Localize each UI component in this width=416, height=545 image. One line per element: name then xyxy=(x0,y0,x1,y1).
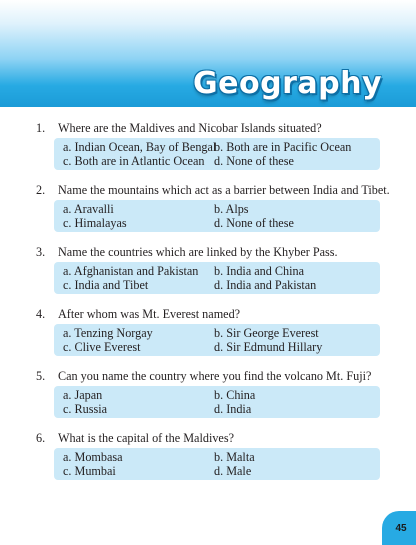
option-d[interactable]: d. Sir Edmund Hillary xyxy=(214,340,323,354)
question-text xyxy=(36,307,240,322)
option-b[interactable]: b. Alps xyxy=(214,202,249,216)
question-prompt: Name the countries which are linked by the Khyber Pass. xyxy=(58,245,338,259)
option-a[interactable]: a. Mombasa xyxy=(63,450,123,464)
question-text xyxy=(36,431,234,446)
options-box xyxy=(54,448,380,480)
option-b[interactable]: b. Malta xyxy=(214,450,255,464)
question-prompt: Name the mountains which act as a barrier between India and Tibet. xyxy=(58,183,390,197)
question-text xyxy=(36,183,390,198)
question-number: 5. xyxy=(36,369,46,383)
question-prompt: After whom was Mt. Everest named? xyxy=(58,307,241,321)
option-d[interactable]: d. India xyxy=(214,402,252,416)
option-c[interactable]: c. Russia xyxy=(63,402,108,416)
question-text xyxy=(36,369,371,384)
option-a[interactable]: a. Afghanistan and Pakistan xyxy=(63,264,199,278)
options-box xyxy=(54,262,380,294)
question-number: 1. xyxy=(36,121,46,135)
question-text xyxy=(36,245,338,260)
question-number: 3. xyxy=(36,245,46,259)
options-box xyxy=(54,200,380,232)
option-c[interactable]: c. Clive Everest xyxy=(63,340,141,354)
option-b[interactable]: b. China xyxy=(214,388,256,402)
page-header-banner xyxy=(0,0,416,107)
option-c[interactable]: c. India and Tibet xyxy=(63,278,149,292)
option-a[interactable]: a. Japan xyxy=(63,388,103,402)
question-prompt: Where are the Maldives and Nicobar Islands situated? xyxy=(58,121,322,135)
option-d[interactable]: d. Male xyxy=(214,464,252,478)
page-title: Geography xyxy=(193,66,382,101)
question-text xyxy=(36,121,322,136)
option-c[interactable]: c. Himalayas xyxy=(63,216,127,230)
question-number: 2. xyxy=(36,183,46,197)
option-b[interactable]: b. Both are in Pacific Ocean xyxy=(214,140,352,154)
option-b[interactable]: b. India and China xyxy=(214,264,305,278)
option-a[interactable]: a. Indian Ocean, Bay of Bengal xyxy=(63,140,217,154)
options-box xyxy=(54,138,380,170)
option-c[interactable]: c. Both are in Atlantic Ocean xyxy=(63,154,205,168)
question-number: 6. xyxy=(36,431,46,445)
page-number: 45 xyxy=(382,511,416,545)
option-b[interactable]: b. Sir George Everest xyxy=(214,326,319,340)
options-box xyxy=(54,386,380,418)
question-number: 4. xyxy=(36,307,46,321)
option-d[interactable]: d. None of these xyxy=(214,154,294,168)
option-a[interactable]: a. Tenzing Norgay xyxy=(63,326,153,340)
option-c[interactable]: c. Mumbai xyxy=(63,464,116,478)
option-a[interactable]: a. Aravalli xyxy=(63,202,114,216)
question-prompt: What is the capital of the Maldives? xyxy=(58,431,234,445)
option-d[interactable]: d. India and Pakistan xyxy=(214,278,317,292)
options-box xyxy=(54,324,380,356)
option-d[interactable]: d. None of these xyxy=(214,216,294,230)
question-prompt: Can you name the country where you find the volcano Mt. Fuji? xyxy=(58,369,372,383)
